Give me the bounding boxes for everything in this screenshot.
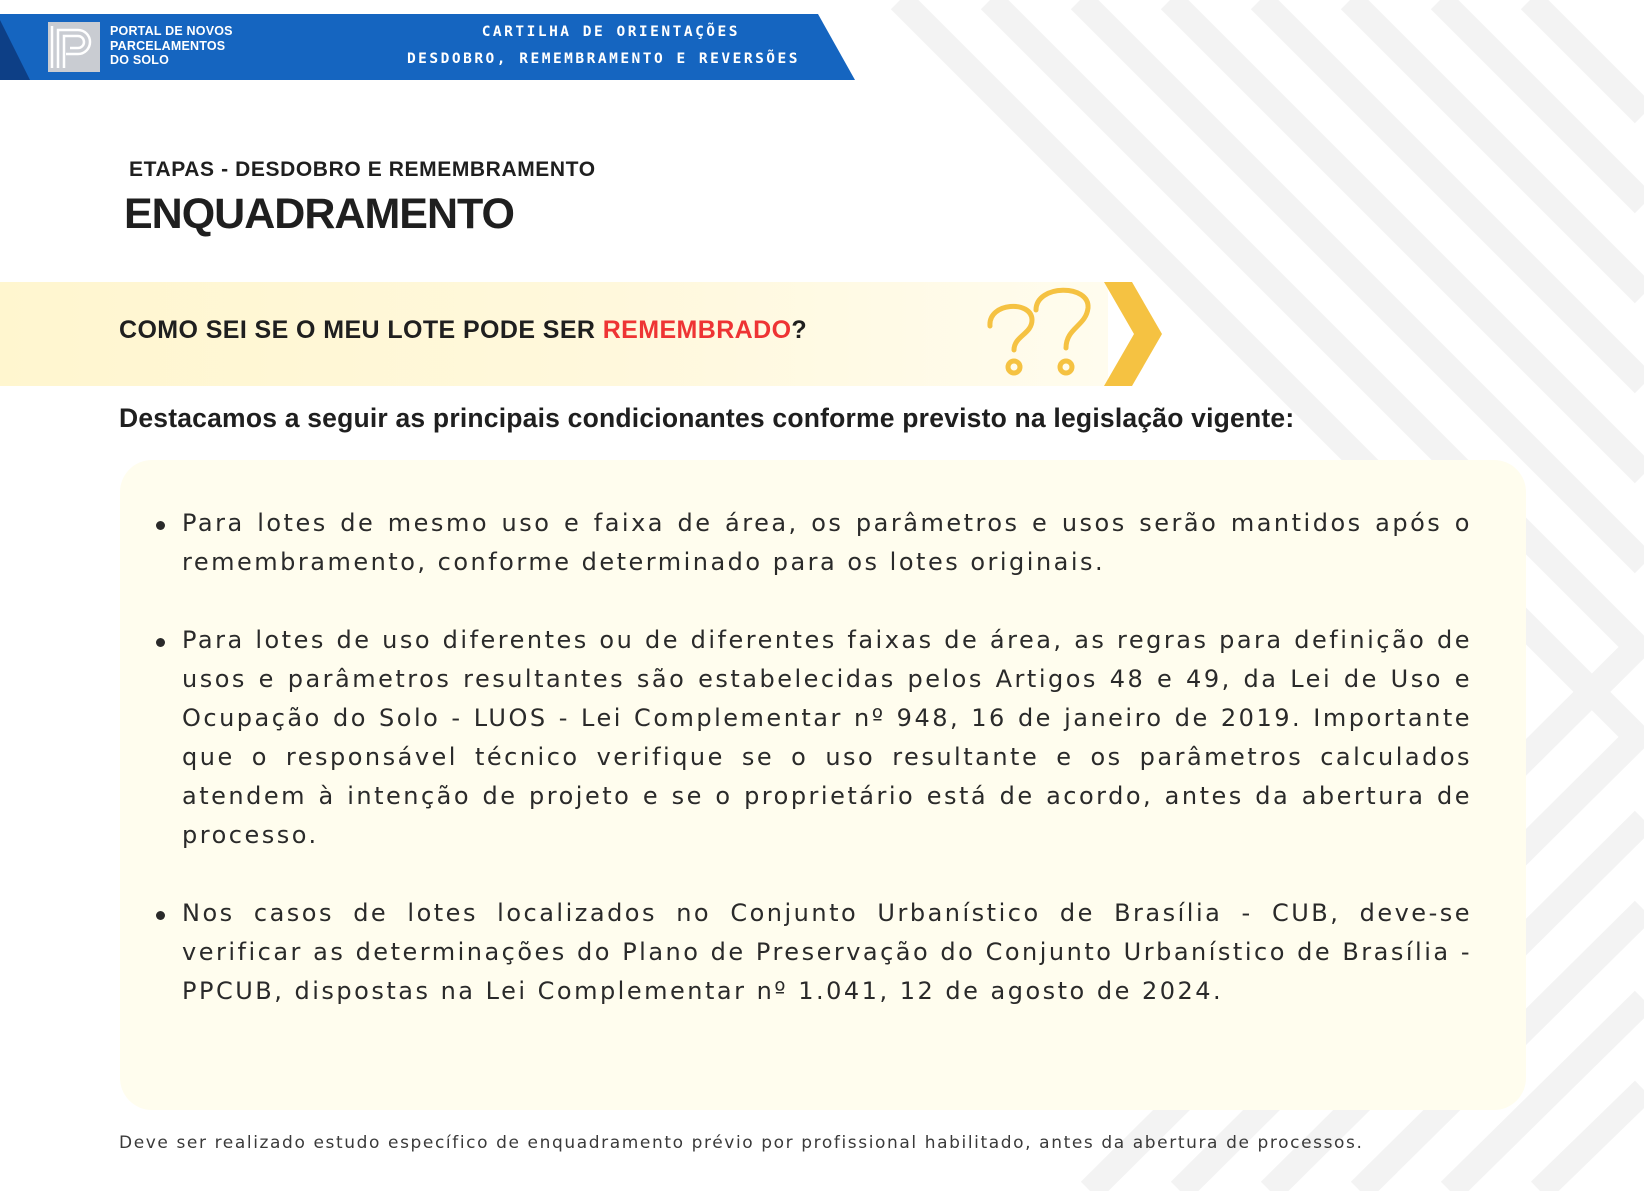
list-item: Nos casos de lotes localizados no Conjunto Urbanístico de Brasília - CUB, deve-se verificar as determinações do Plano de Preservação do Conjunto Urbanístico de Brasília - PPCUB, dispostas na Lei Complementar nº 1.041, 12 de agosto de 2024.: [182, 894, 1472, 1011]
portal-name: [110, 24, 270, 68]
footnote: Deve ser realizado estudo específico de enquadramento prévio por profissional habilitado, antes da abertura de processos.: [119, 1133, 1364, 1153]
portal-name-line: PORTAL DE NOVOS: [110, 24, 233, 38]
conditions-card: [120, 460, 1526, 1110]
question-highlight: REMEMBRADO: [602, 316, 792, 344]
lead-text: Destacamos a seguir as principais condicionantes conforme previsto na legislação vigente:: [119, 403, 1295, 433]
portal-p-logo-icon: [48, 22, 100, 72]
section-subtitle: ETAPAS - DESDOBRO E REMEMBRAMENTO: [129, 158, 596, 181]
question-marks-icon: [980, 282, 1100, 386]
portal-name-line: DO SOLO: [110, 53, 170, 67]
question-prefix: COMO SEI SE O MEU LOTE PODE SER: [119, 316, 603, 344]
document-title: [360, 19, 800, 73]
question-text: [119, 316, 807, 345]
question-suffix: ?: [791, 316, 808, 344]
chevron-right-icon: [1104, 282, 1162, 386]
list-item: Para lotes de mesmo uso e faixa de área, os parâmetros e usos serão mantidos após o remembramento, conforme determinado para os lotes originais.: [182, 504, 1472, 582]
section-title: ENQUADRAMENTO: [124, 190, 514, 238]
header-banner: [0, 14, 855, 80]
question-band: [0, 282, 1108, 386]
document-title-line-1: CARTILHA DE ORIENTAÇÕES: [481, 24, 740, 40]
document-title-line-2: DESDOBRO, REMEMBRAMENTO E REVERSÕES: [406, 51, 800, 67]
portal-name-line: PARCELAMENTOS: [110, 38, 226, 53]
conditions-list: [182, 504, 1472, 1050]
list-item: Para lotes de uso diferentes ou de diferentes faixas de área, as regras para definição de usos e parâmetros resultantes são estabelecidas pelos Artigos 48 e 49, da Lei de Uso e Ocupação do Solo - LUOS - Lei Complementar nº 948, 16 de janeiro de 2019. Importante que o responsável técnico verifique se o uso resultante e os parâmetros calculados atendem à intenção de projeto e se o proprietário está de acordo, antes da abertura de processo.: [182, 621, 1472, 855]
